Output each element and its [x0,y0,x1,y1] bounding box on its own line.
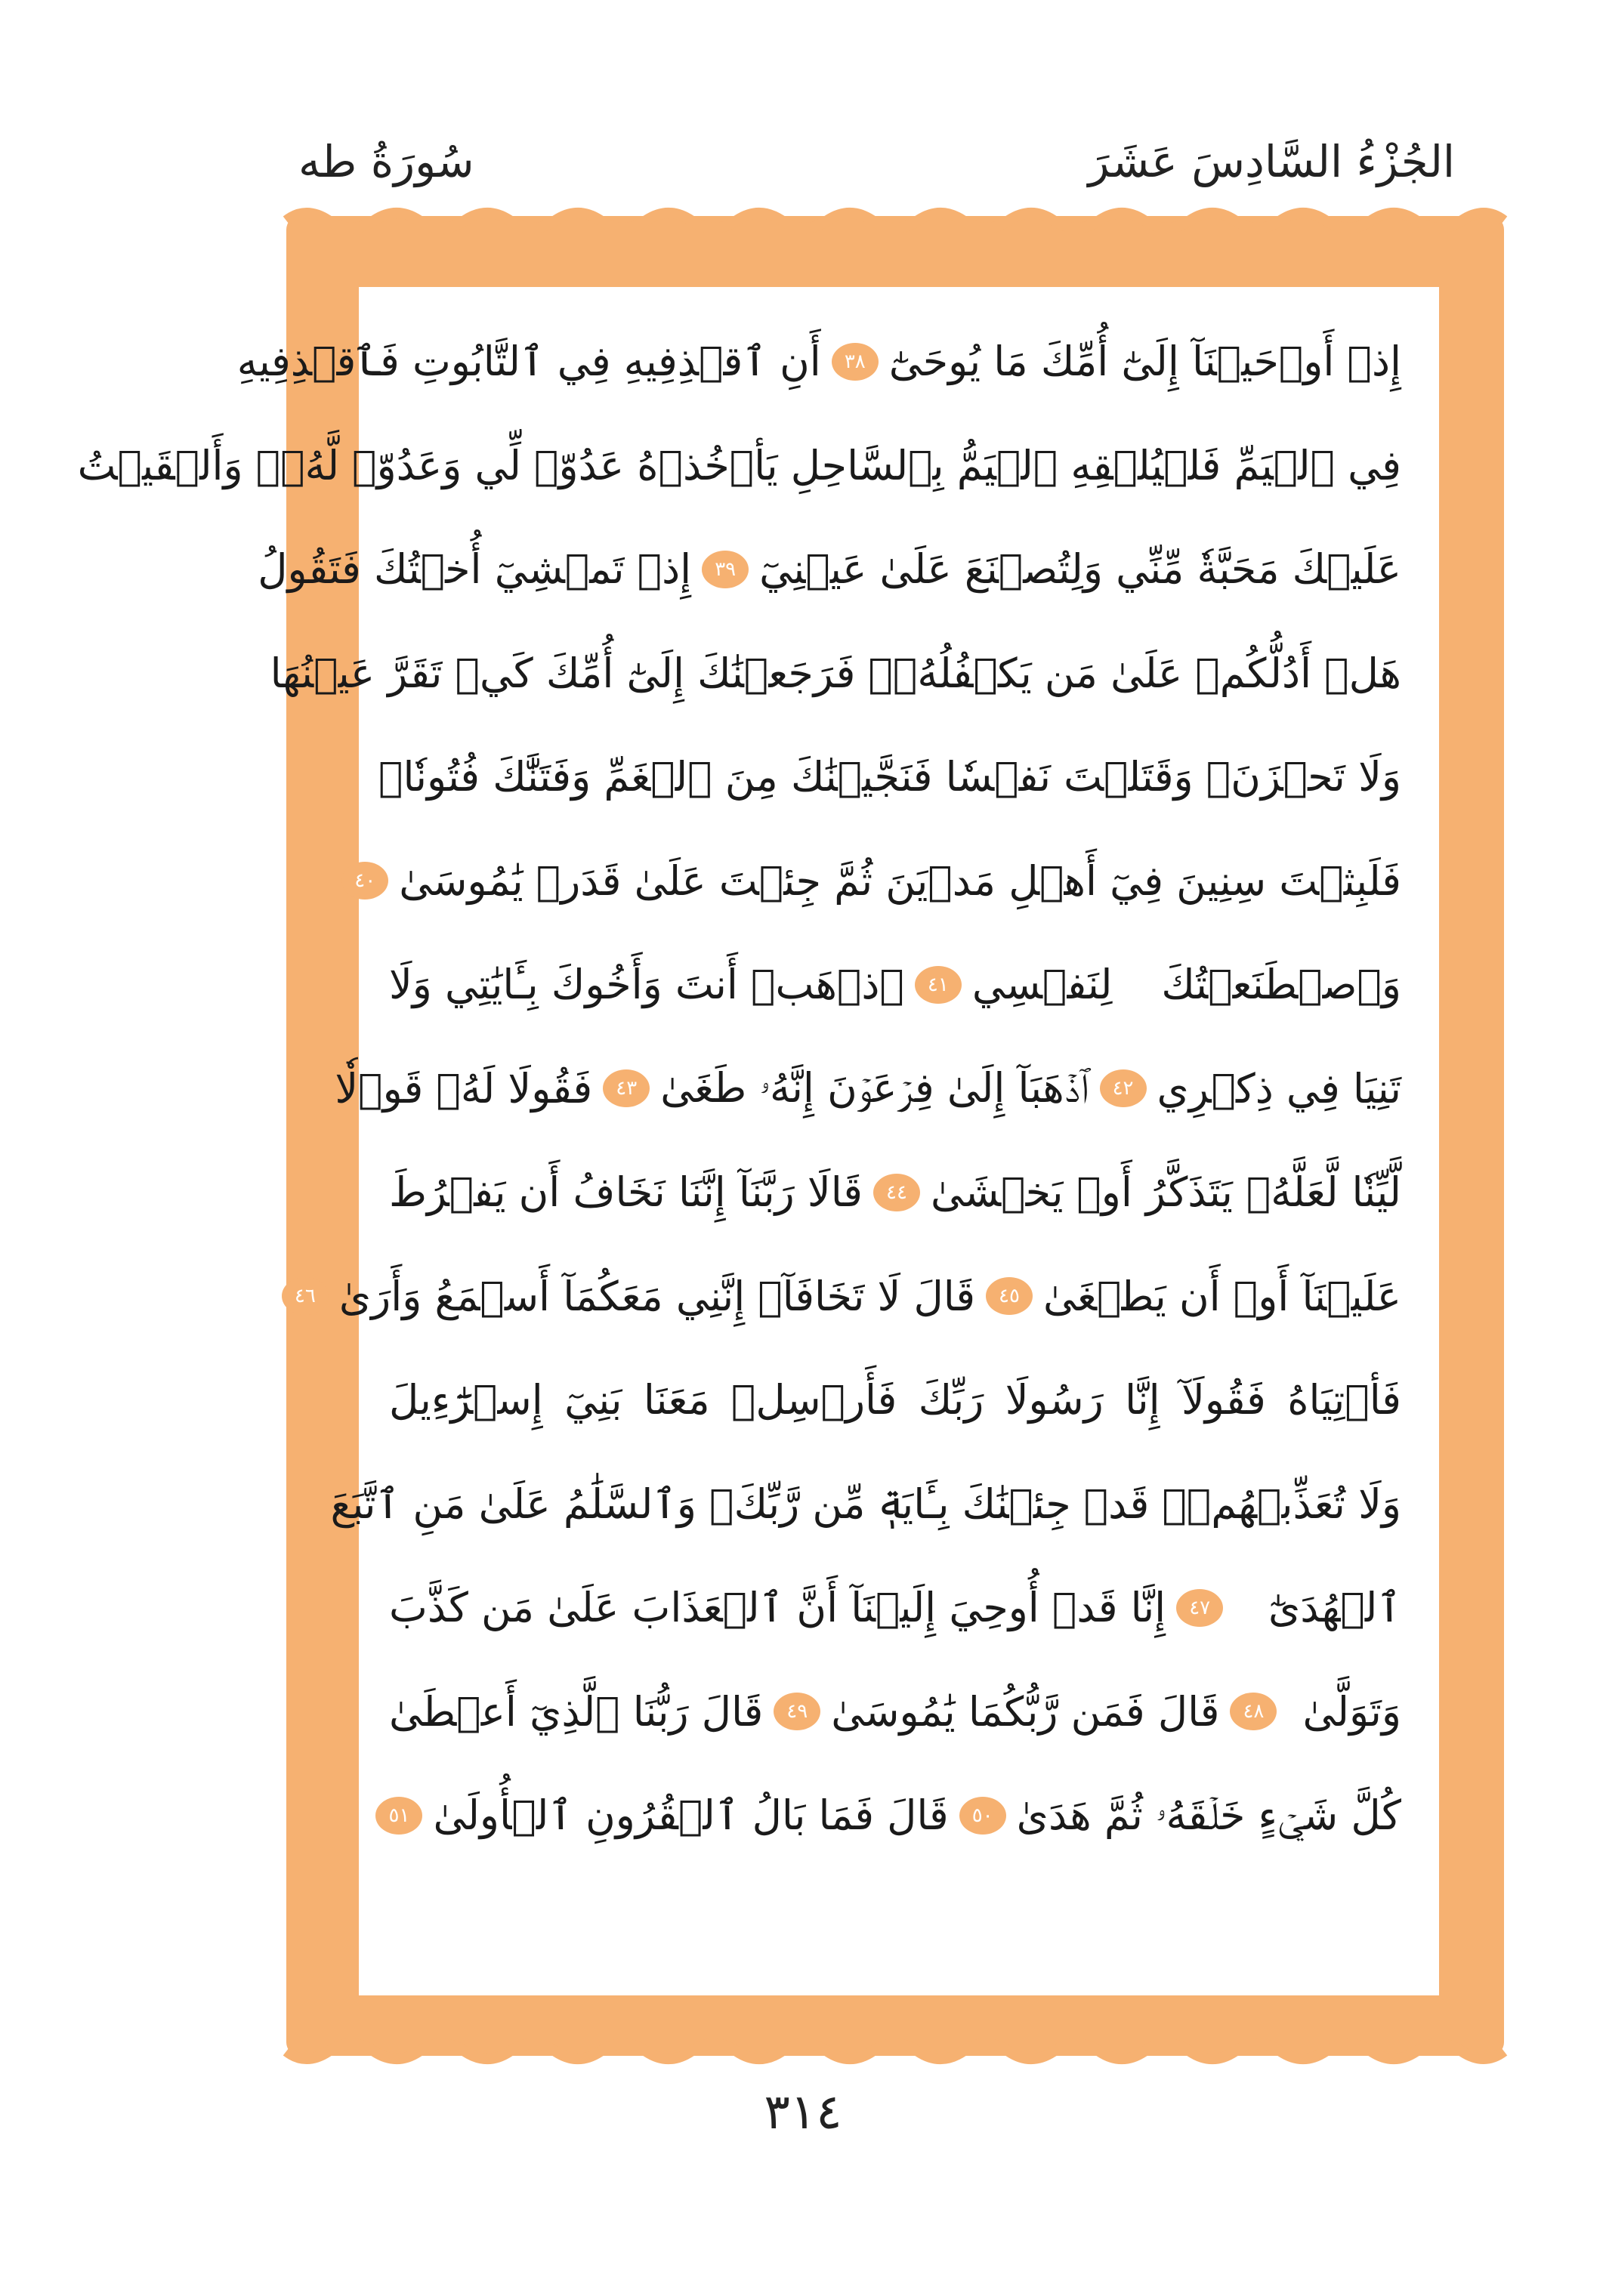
ayah-number-marker: ٤٠ [341,862,388,900]
verse-line [258,517,1401,622]
verse-text: فِي ٱلۡيَمِّ فَلۡيُلۡقِهِ ٱلۡيَمُّ بِٱلسَّاحِلِ يَأۡخُذۡهُ عَدُوّٞ لِّي وَعَدُوّٞ لَّهُۥۚ وَأَلۡقَيۡتُ [77,441,1401,489]
verse-line [389,933,1401,1037]
juz-title: الجُزْءُ السَّادِسَ عَشَرَ [1088,136,1455,187]
ayah-number-marker: ٤٥ [986,1277,1033,1315]
verse-text: كُلَّ شَيۡءٍ خَلۡقَهُۥ ثُمَّ هَدَىٰ [1016,1791,1401,1839]
verse-text: إِذۡ تَمۡشِيٓ أُخۡتُكَ فَتَقُولُ [258,545,692,594]
verse-text: عَلَيۡكَ مَحَبَّةٗ مِّنِّي وَلِتُصۡنَعَ عَلَىٰ عَيۡنِيٓ [759,545,1401,594]
ayah-number-marker: ٤٢ [1100,1069,1147,1107]
verse-text: فَلَبِثۡتَ سِنِينَ فِيٓ أَهۡلِ مَدۡيَنَ ثُمَّ جِئۡتَ عَلَىٰ قَدَرٖ يَٰمُوسَىٰ [399,856,1401,905]
verse-text: عَلَيۡنَآ أَوۡ أَن يَطۡغَىٰ [1043,1272,1401,1320]
verse-text: وَتَوَلَّىٰ [1302,1687,1401,1736]
verse-text: فَأۡتِيَاهُ فَقُولَآ إِنَّا رَسُولَا رَبِّكَ فَأَرۡسِلۡ مَعَنَا بَنِيٓ إِسۡرَٰٓءِيلَ [389,1376,1401,1424]
ayah-number-marker: ٤٨ [1230,1693,1277,1730]
verse-text: وَٱصۡطَنَعۡتُكَ لِنَفۡسِي [971,961,1401,1009]
verse-text: قَالَ رَبُّنَا ٱلَّذِيٓ أَعۡطَىٰ [389,1687,764,1736]
verse-text: أَنِ ٱقۡذِفِيهِ فِي ٱلتَّابُوتِ فَٱقۡذِفِيهِ [236,338,821,386]
verse-text: لَّيِّنٗا لَّعَلَّهُۥ يَتَذَكَّرُ أَوۡ يَخۡشَىٰ [931,1168,1401,1217]
verse-text: إِذۡ أَوۡحَيۡنَآ إِلَىٰٓ أُمِّكَ مَا يُوحَىٰٓ [888,338,1401,386]
verse-text: قَالَا رَبَّنَآ إِنَّنَا نَخَافُ أَن يَفۡرُطَ [389,1168,863,1217]
verse-text: قَالَ لَا تَخَافَآۖ إِنَّنِي مَعَكُمَآ أَسۡمَعُ وَأَرَىٰ [338,1272,976,1320]
verse-line [389,1348,1401,1452]
verse-line [389,1556,1401,1660]
verse-text: قَالَ فَمَن رَّبُّكُمَا يَٰمُوسَىٰ [831,1687,1220,1736]
ayah-number-marker: ٥٠ [959,1797,1006,1835]
ayah-number-marker: ٤٤ [873,1174,920,1211]
verse-text: وَلَا تَحۡزَنَۚ وَقَتَلۡتَ نَفۡسٗا فَنَجَّيۡنَٰكَ مِنَ ٱلۡغَمِّ وَفَتَنَّٰكَ فُتُونٗاۚ [378,753,1401,801]
verse-line [389,1764,1401,1868]
ayah-number-marker: ٤٦ [282,1277,329,1315]
verse-lines [77,310,1401,1971]
ayah-number-marker: ٥١ [375,1797,422,1835]
verse-line [294,1245,1401,1349]
verse-line [270,622,1401,726]
page-number: ٣١٤ [764,2085,842,2140]
surah-title: سُورَةُ طه [298,136,474,187]
verse-text: قَالَ فَمَا بَالُ ٱلۡقُرُونِ ٱلۡأُولَىٰ [433,1791,949,1840]
ayah-number-marker: ٤٣ [603,1069,650,1107]
ayah-number-marker: ٣٩ [702,551,749,588]
verse-text: ٱلۡهُدَىٰٓ [1268,1584,1401,1632]
verse-text: فَقُولَا لَهُۥ قَوۡلٗا [335,1064,593,1113]
ayah-number-marker: ٤٩ [774,1693,820,1730]
verse-line [389,1660,1401,1764]
verse-line [236,310,1401,414]
verse-line [389,1140,1401,1245]
ayah-number-marker: ٤١ [915,966,962,1004]
verse-line [335,1037,1401,1141]
verse-text: تَنِيَا فِي ذِكۡرِي [1157,1064,1401,1113]
verse-line [77,414,1401,518]
verse-text: ٱذۡهَبۡ أَنتَ وَأَخُوكَ بِـَٔايَٰتِي وَلَا [389,961,904,1009]
verse-line [378,725,1401,829]
ayah-number-marker: ٣٨ [832,343,879,381]
verse-text: إِنَّا قَدۡ أُوحِيَ إِلَيۡنَآ أَنَّ ٱلۡعَذَابَ عَلَىٰ مَن كَذَّبَ [389,1584,1166,1632]
verse-text: ٱذۡهَبَآ إِلَىٰ فِرۡعَوۡنَ إِنَّهُۥ طَغَىٰ [660,1064,1089,1113]
verse-text: وَلَا تُعَذِّبۡهُمۡۖ قَدۡ جِئۡنَٰكَ بِـَٔايَةٖ مِّن رَّبِّكَۖ وَٱلسَّلَٰمُ عَلَىٰ مَنِ ٱتَّبَعَ [330,1480,1401,1528]
verse-line [354,829,1401,934]
ayah-number-marker: ٤٧ [1176,1589,1223,1627]
verse-text: هَلۡ أَدُلُّكُمۡ عَلَىٰ مَن يَكۡفُلُهُۥۖ فَرَجَعۡنَٰكَ إِلَىٰٓ أُمِّكَ كَيۡ تَقَرَّ عَيۡنُهَا [270,649,1401,697]
verse-line [330,1452,1401,1557]
